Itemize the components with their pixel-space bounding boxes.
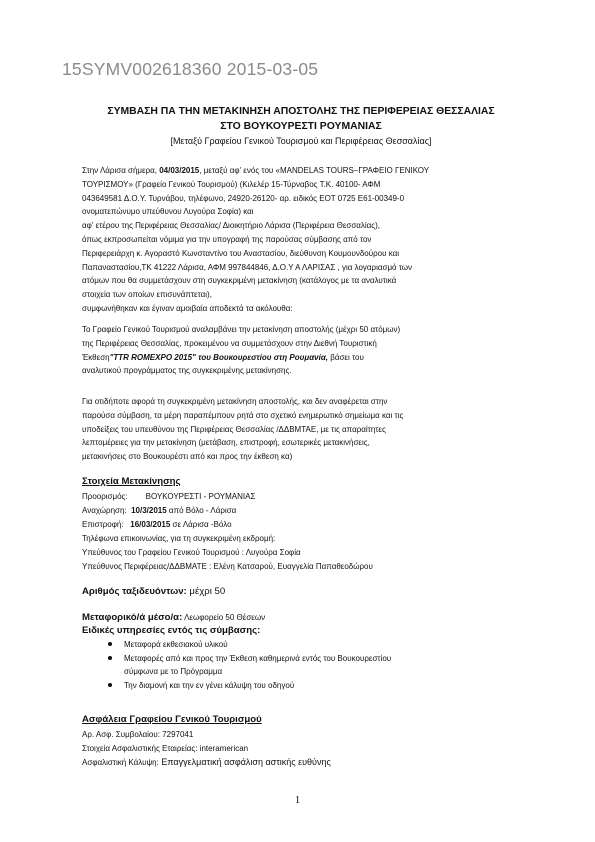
destination-label: Προορισμός: — [82, 492, 128, 501]
return-row — [82, 518, 232, 532]
company-row — [82, 742, 248, 756]
page-number: 1 — [294, 794, 301, 806]
coverage-label: Ασφαλιστική Κάλυψη: — [82, 758, 159, 767]
departure-date: 10/3/2015 — [131, 506, 167, 515]
intro-paragraph — [82, 323, 519, 378]
policy-value: 7297041 — [159, 730, 194, 739]
list-item-text: Μεταφορά εκθεσιακού υλικού — [124, 640, 228, 649]
return-date: 16/03/2015 — [130, 520, 171, 529]
list-item — [108, 638, 391, 652]
contract-date: 04/03/2015 — [159, 166, 200, 175]
return-label: Επιστροφή: — [82, 520, 124, 529]
special-services-label: Ειδικές υπηρεσίες εντός τις σύμβασης: — [82, 625, 261, 636]
text-line: Παπαναστασίου,ΤΚ 41222 Λάρισα, ΑΦΜ 997844846, Δ.Ο.Υ Α ΛΑΡΙΣΑΣ , για λογαριασμό των — [82, 262, 413, 272]
title-block — [80, 104, 522, 148]
text-line: Περιφερειάρχη κ. Αγοραστό Κωνσταντίνο του Αναστασίου, διεύθυνση Κουμουνδούρου και — [82, 248, 400, 258]
text-span: βάσει του — [328, 352, 364, 362]
departure-label: Αναχώρηση: — [82, 506, 127, 515]
text-line: όπως εκπροσωπείται νόμιμα για την υπογραφή της παρούσας σύμβασης από τον — [82, 234, 372, 244]
scope-paragraph — [82, 395, 519, 464]
text-line: συμφωνήθηκαν και έγιναν αμοιβαία αποδεκτά τα ακόλουθα: — [82, 303, 293, 313]
return-route: σε Λάρισα -Βόλο — [170, 520, 232, 529]
subtitle: [Μεταξύ Γραφείου Γενικού Τουρισμού και Περιφέρειας Θεσσαλίας] — [170, 136, 432, 146]
text-span: Στην Λάρισα σήμερα, — [82, 166, 160, 175]
insurance-section-title: Ασφάλεια Γραφείου Γενικού Τουρισμού — [82, 714, 262, 725]
title-line-2: ΣΤΟ ΒΟΥΚΟΥΡΕΣΤΙ ΡΟΥΜΑΝΙΑΣ — [220, 121, 382, 132]
policy-row — [82, 728, 193, 742]
transport-value: Λεωφορείο 50 Θέσεων — [182, 613, 266, 622]
text-line: αναλυτικού προγράμματος της συγκεκριμένης μετακίνησης. — [82, 366, 292, 376]
parties-paragraph — [82, 164, 519, 316]
travelers-row — [82, 586, 225, 597]
trip-section-title: Στοιχεία Μετακίνησης — [82, 476, 181, 487]
list-item-text: Μεταφορές από και προς την Έκθεση καθημερινά εντός του Βουκουρεστίου — [124, 653, 392, 663]
list-item-text: σύμφωνα με το Πρόγραμμα — [124, 667, 223, 677]
text-line: λεπτομέρειες για την μετακίνηση (μετάβαση, επιστροφή, εσωτερικές μετακινήσεις, — [82, 438, 370, 448]
departure-route: από Βόλο - Λάρισα — [166, 506, 237, 515]
list-item — [108, 679, 391, 693]
list-item-text: Την διαμονή και την εν γένει κάλυψη του οδηγού — [124, 680, 295, 690]
text-line: μετακινήσεις στο Βουκουρέστι από και προς την έκθεση κα) — [82, 452, 293, 462]
text-line: 043649581 Δ.Ο.Υ. Τυρνάβου, τηλέφωνο, 24920-26120- αρ. ειδικός ΕΟΤ 0725 Ε61-00349-0 — [82, 193, 405, 203]
destination-row — [82, 490, 255, 504]
title-line-1: ΣΥΜΒΑΣΗ ΠΑ ΤΗΝ ΜΕΤΑΚΙΝΗΣΗ ΑΠΟΣΤΟΛΗΣ ΤΗΣ ΠΕΡΙΦΕΡΕΙΑΣ ΘΕΣΣΑΛΙΑΣ — [107, 106, 495, 117]
text-line: Το Γραφείο Γενικού Τουρισμού αναλαμβάνει την μετακίνηση αποστολής (μέχρι 50 ατόμων) — [82, 325, 401, 334]
phones-label: Τηλέφωνα επικοινωνίας, για τη συγκεκριμένη εκδρομή: — [82, 534, 276, 543]
special-services-list — [108, 638, 391, 692]
bullet-icon — [108, 642, 112, 646]
travelers-label: Αριθμός ταξιδευόντων: — [82, 586, 187, 597]
departure-row — [82, 504, 236, 518]
text-line: ονοματεπώνυμο υπεύθυνου Λυγούρα Σοφία) και — [82, 207, 254, 217]
text-line: ΤΟΥΡΙΣΜΟΥ» (Γραφείο Γενικού Τουρισμού) (Κιλελέρ 15-Τύρναβος Τ.Κ. 40100- ΑΦΜ — [82, 179, 381, 189]
bullet-icon — [108, 683, 112, 687]
document-id: 15SYMV002618360 2015-03-05 — [62, 59, 319, 79]
list-item-continuation — [108, 665, 391, 679]
region-contact: Υπεύθυνος Περιφέρειας/ΔΔΒΜΑΤΕ : Ελένη Κατσαρού, Ευαγγελία Παπαθεοδώρου — [82, 562, 373, 571]
office-contact: Υπεύθυνος του Γραφείου Γενικού Τουρισμού : Λυγούρα Σοφία — [82, 548, 301, 557]
text-line — [82, 164, 519, 178]
transport-label: Μεταφορικό/ά μέσο/α: — [82, 612, 183, 623]
company-value: interamerican — [197, 744, 249, 753]
exhibition-name: "TTR ROMEXPO 2015" του Βουκουρεστίου στη Ρουμανία, — [109, 352, 329, 362]
text-line: Για οτιδήποτε αφορά τη συγκεκριμένη μετακίνηση αποστολής, και δεν αναφέρεται στην — [82, 397, 388, 406]
travelers-value: μέχρι 50 — [186, 586, 226, 597]
text-line: αφ' ετέρου της Περιφέρειας Θεσσαλίας/ Διοικητήριο Λάρισα (Περιφέρεια Θεσσαλίας), — [82, 221, 381, 231]
text-line: υποδείξεις του υπευθύνου της Περιφέρειας Θεσσαλίας /ΔΔΒΜΤΑΕ, με τις απαραίτητες — [82, 424, 386, 434]
text-span: , μεταξύ αφ' ενός του «MANDELAS TOURS–ΓΡΑΦΕΙΟ ΓΕΝΙΚΟΥ — [199, 166, 430, 175]
text-line: στοιχεία των οποίων επισυνάπτεται), — [82, 290, 212, 300]
company-label: Στοιχεία Ασφαλιστικής Εταιρείας: — [82, 744, 198, 753]
text-span: Έκθεση — [82, 352, 110, 362]
coverage-value: Επαγγελματική ασφάλιση αστικής ευθύνης — [158, 757, 331, 767]
destination-value: ΒΟΥΚΟΥΡΕΣΤΙ - ΡΟΥΜΑΝΙΑΣ — [145, 492, 256, 501]
text-line — [82, 351, 519, 365]
policy-label: Αρ. Ασφ. Συμβολαίου: — [82, 730, 160, 739]
text-line: της Περιφέρειας Θεσσαλίας, προκειμένου να συμμετάσχουν στην Διεθνή Τουριστική — [82, 338, 377, 348]
list-item — [108, 652, 391, 666]
bullet-icon — [108, 656, 112, 660]
coverage-row — [82, 756, 331, 770]
text-line: παρούσα σύμβαση, τα μέρη παραπέμπουν ρητά στο σχετικό ενημερωτικό σημείωμα και τις — [82, 410, 404, 420]
transport-row — [82, 612, 265, 623]
text-line: ατόμων που θα συμμετάσχουν στη συγκεκριμένη μετακίνηση (κατάλογος με τα αναλυτικά — [82, 276, 397, 286]
